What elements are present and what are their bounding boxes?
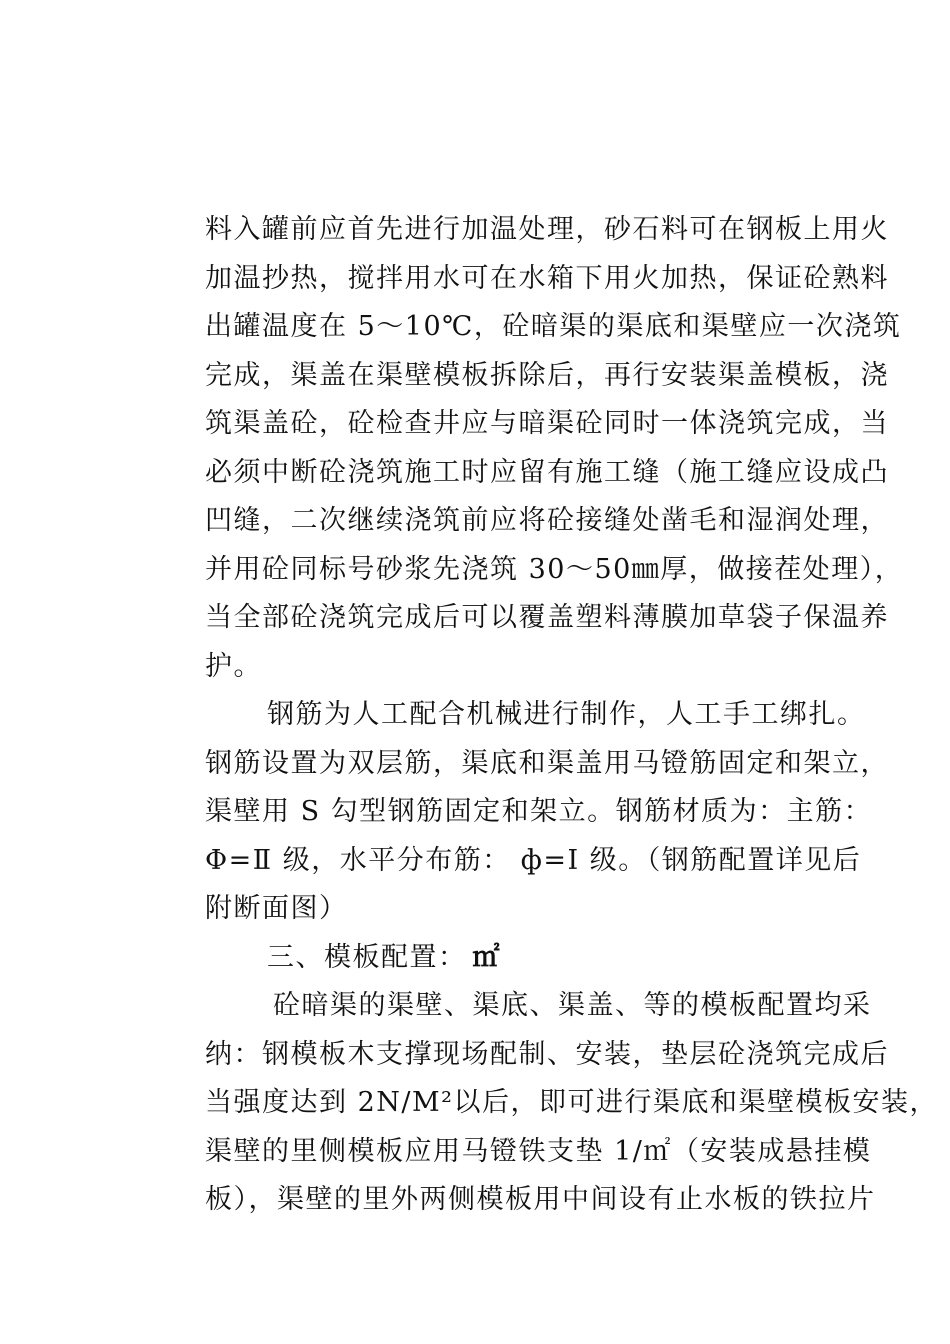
section-heading-formwork	[205, 934, 895, 983]
paragraph-concrete-pouring	[205, 206, 904, 691]
text-line: 渠壁的里侧模板应用马镫铁支垫 1/㎡（安装成悬挂模	[205, 1135, 872, 1167]
text-line: 筑渠盖砼，砼检查井应与暗渠砼同时一体浇筑完成，当	[205, 408, 889, 439]
paragraph-formwork	[205, 982, 938, 1225]
text-line: 出罐温度在 5～10℃，砼暗渠的渠底和渠壁应一次浇筑	[205, 311, 902, 342]
section-heading-text: 三、模板配置：	[267, 941, 467, 973]
text-line: 完成，渠盖在渠壁模板拆除后，再行安装渠盖模板，浇	[205, 359, 889, 391]
text-line: 附断面图）	[205, 893, 348, 924]
text-line: 纳：钢模板木支撑现场配制、安装，垫层砼浇筑完成后	[205, 1038, 889, 1070]
text-line: 护。	[205, 650, 262, 682]
text-line: 当强度达到 2N/M²以后，即可进行渠底和渠壁模板安装，	[205, 1087, 938, 1118]
text-line: 料入罐前应首先进行加温处理，砂石料可在钢板上用火	[205, 214, 889, 245]
text-line: 加温抄热，搅拌用水可在水箱下用火加热，保证砼熟料	[205, 262, 889, 294]
text-line: 必须中断砼浇筑施工时应留有施工缝（施工缝应设成凸	[205, 456, 889, 488]
text-line: 钢筋设置为双层筋，渠底和渠盖用马镫筋固定和架立，	[205, 747, 889, 779]
text-line: 当全部砼浇筑完成后可以覆盖塑料薄膜加草袋子保温养	[205, 602, 889, 633]
text-line: Φ=Ⅱ 级，水平分布筋： ф=Ⅰ 级。（钢筋配置详见后	[205, 844, 862, 876]
text-line: 凹缝，二次继续浇筑前应将砼接缝处凿毛和湿润处理，	[205, 505, 889, 536]
paragraph-rebar	[205, 691, 895, 934]
text-line: 钢筋为人工配合机械进行制作，人工手工绑扎。	[267, 699, 866, 730]
text-line: 并用砼同标号砂浆先浇筑 30～50㎜厚，做接茬处理），	[205, 553, 904, 585]
text-line: 板），渠壁的里外两侧模板用中间设有止水板的铁拉片	[205, 1184, 876, 1215]
text-line: 渠壁用 S 勾型钢筋固定和架立。钢筋材质为：主筋：	[205, 796, 873, 827]
section-heading-unit: ㎡	[472, 941, 501, 973]
text-line: 砼暗渠的渠壁、渠底、渠盖、等的模板配置均采	[273, 990, 872, 1021]
document-body	[205, 206, 938, 1225]
